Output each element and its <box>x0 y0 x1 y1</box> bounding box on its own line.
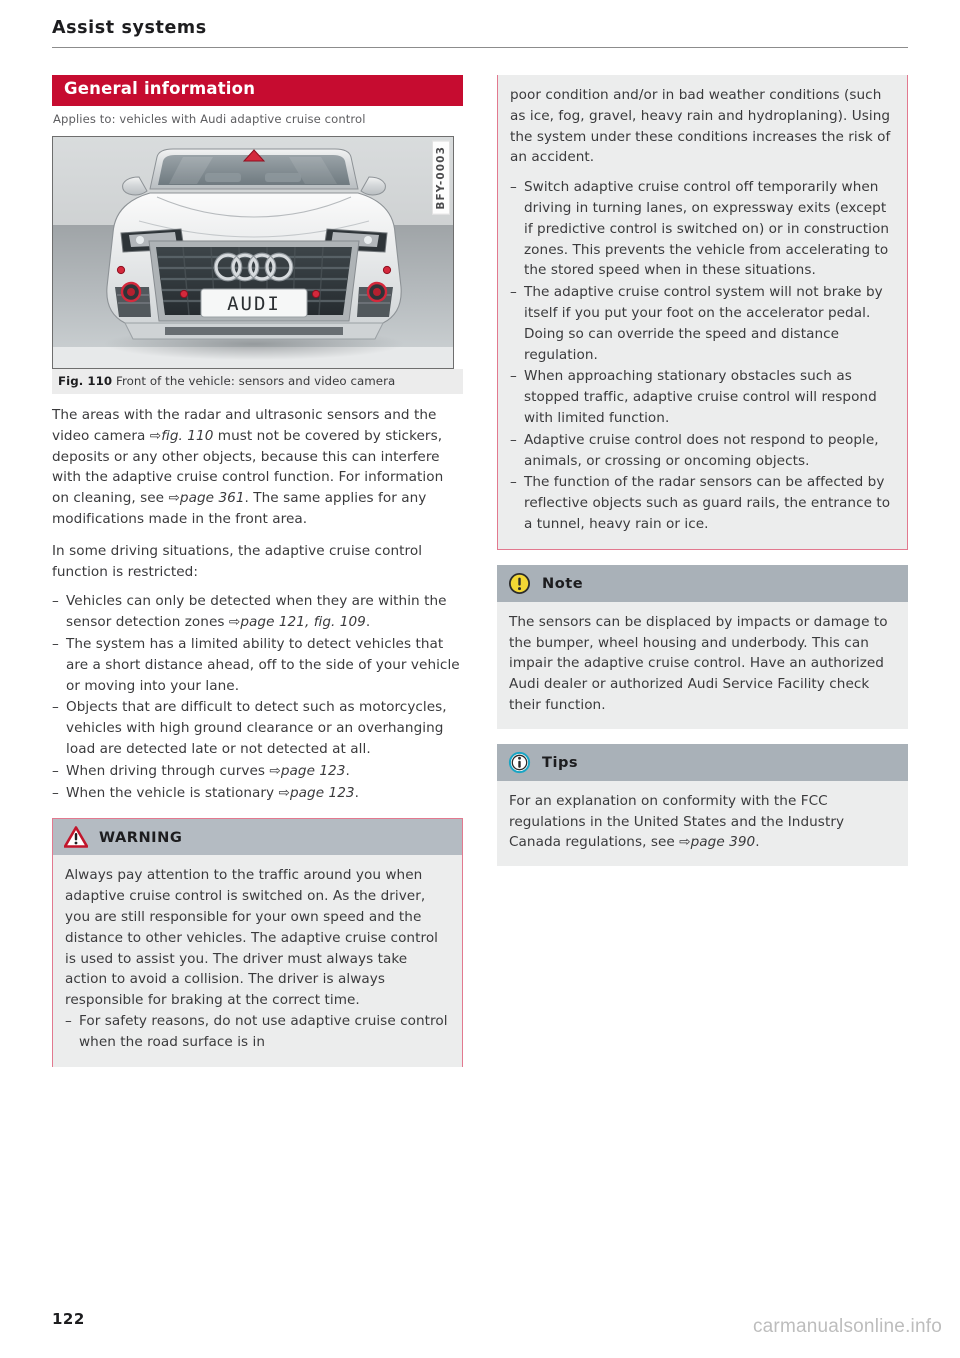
warning-box <box>52 818 463 1067</box>
running-title: Assist systems <box>52 18 207 38</box>
figure-caption <box>52 369 463 394</box>
figure-110 <box>52 136 463 394</box>
bullet-2-text: Objects that are difficult to detect such as motorcycles, vehicles with high ground clearance or an overhanging load are detected late or not detected at all. <box>66 699 447 757</box>
note-paragraph: The sensors can be displaced by impacts or damage to the bumper, wheel housing and underbody. This can impair the adaptive cruise control. Have an authorized Audi dealer or authorized Audi Service Facility check their function. <box>509 613 888 713</box>
tips-box-body <box>497 781 908 866</box>
list-item <box>52 591 463 633</box>
tips-reference-page390[interactable]: page 390 <box>690 834 756 851</box>
bullet-4-reference[interactable]: page 123 <box>289 784 355 801</box>
warning-continued-paragraph: poor condition and/or in bad weather conditions (such as ice, fog, gravel, heavy rain and hydroplaning). Using the system under these conditions increases the risk of an accident. <box>510 87 891 166</box>
bullet-0-text-a: Vehicles can only be detected when they are within the sensor detection zones <box>66 593 447 631</box>
list-item: – For safety reasons, do not use adaptive cruise control when the road surface is in <box>65 1011 450 1053</box>
warning-box-title: WARNING <box>99 828 183 846</box>
page-number: 122 <box>52 1310 85 1328</box>
bullet-4-text-a: When the vehicle is stationary <box>66 784 279 801</box>
cross-reference-arrow-icon: ⇨ <box>168 490 180 507</box>
list-item: – Switch adaptive cruise control off temporarily when driving in turning lanes, on expressway exits (except if predictive control is switched on) or in construction zones. This prevents the vehicle from accelerating to the stored speed when in these situations. <box>510 177 895 281</box>
warning-continued-bullets <box>510 177 895 535</box>
para1-part-c: . The same applies for any modifications made in the front area. <box>52 490 427 527</box>
list-item <box>52 761 463 782</box>
cross-reference-arrow-icon: ⇨ <box>228 614 241 631</box>
audi-front-view-illustration <box>53 137 454 369</box>
tips-box-title: Tips <box>542 753 579 771</box>
note-box <box>497 565 908 729</box>
exclamation-circle-icon <box>508 572 531 595</box>
page-header <box>52 18 908 48</box>
bullet-0-text-b: . <box>365 614 371 631</box>
section-heading: General information <box>52 75 463 106</box>
applies-to-note: Applies to: vehicles with Audi adaptive cruise control <box>53 111 366 126</box>
para1-part-b: must not be covered by stickers, deposits or any other objects, because this can interfere with the adaptive cruise control function. For information on cleaning, see <box>52 427 444 507</box>
warning-box-header <box>53 819 462 855</box>
warning-paragraph: Always pay attention to the traffic around you when adaptive cruise control is switched on. As the driver, you are still responsible for your own speed and the distance to other vehicles. The adaptive cruise control is used to assist you. The driver must always take action to avoid a collision. The driver is always responsible for braking at the correct time. <box>65 867 439 1009</box>
bullet-0-reference[interactable]: page 121, fig. 109 <box>240 614 366 631</box>
para1-part-a: The areas with the radar and ultrasonic sensors and the video camera <box>52 406 437 444</box>
tips-text-b: . <box>755 834 760 851</box>
tips-box <box>497 744 908 866</box>
warning-box-continued <box>497 75 908 550</box>
bullet-3-text-a: When driving through curves <box>66 762 270 779</box>
list-item: – Adaptive cruise control does not respond to people, animals, or crossing or oncoming objects. <box>510 430 895 472</box>
warning-bullets <box>65 1011 450 1053</box>
list-item: – The adaptive cruise control system will not brake by itself if you put your foot on the accelerator pedal. Doing so can override the speed and distance regulation. <box>510 282 895 365</box>
info-circle-icon <box>508 751 531 774</box>
paragraph-sensor-areas <box>52 405 463 530</box>
tips-paragraph <box>509 791 896 853</box>
bullet-4-text-b: . <box>354 784 359 801</box>
note-box-header <box>497 565 908 602</box>
cross-reference-arrow-icon: ⇨ <box>149 427 162 444</box>
license-plate-text: AUDI <box>227 292 281 315</box>
figure-code-label: BFY-0003 <box>432 141 450 215</box>
figure-image-frame <box>52 136 454 369</box>
warning-box-body <box>53 855 462 1067</box>
figure-caption-label: Fig. 110 <box>58 373 113 388</box>
restrictions-list <box>52 591 463 803</box>
note-box-body <box>497 602 908 729</box>
tips-box-header <box>497 744 908 781</box>
list-item: – When approaching stationary obstacles such as stopped traffic, adaptive cruise control will respond with limited function. <box>510 366 895 428</box>
list-item <box>52 697 463 759</box>
left-column <box>52 75 463 1067</box>
site-watermark: carmanualsonline.info <box>752 1316 942 1337</box>
header-divider <box>52 47 908 48</box>
note-box-title: Note <box>542 574 584 592</box>
para1-reference-page361[interactable]: page 361 <box>179 490 245 507</box>
list-item <box>52 783 463 804</box>
right-column <box>497 75 908 1067</box>
cross-reference-arrow-icon: ⇨ <box>269 762 281 779</box>
page-columns <box>52 75 908 1067</box>
list-item <box>52 634 463 696</box>
tips-text-a: For an explanation on conformity with the FCC regulations in the United States and the Industry Canada regulations, see <box>509 792 845 851</box>
cross-reference-arrow-icon: ⇨ <box>278 784 290 801</box>
bullet-3-reference[interactable]: page 123 <box>280 762 346 779</box>
warning-triangle-icon <box>64 826 88 848</box>
bullet-1-text: The system has a limited ability to detect vehicles that are a short distance ahead, off to the side of your vehicle or moving into your lane. <box>66 635 460 694</box>
list-item: – The function of the radar sensors can be affected by reflective objects such as guard rails, the entrance to a tunnel, heavy rain or ice. <box>510 472 895 534</box>
paragraph-restrictions-intro: In some driving situations, the adaptive cruise control function is restricted: <box>52 542 423 580</box>
para1-reference-fig110[interactable]: fig. 110 <box>161 427 214 444</box>
figure-caption-text: Front of the vehicle: sensors and video camera <box>115 373 396 388</box>
bullet-3-text-b: . <box>345 762 350 779</box>
cross-reference-arrow-icon: ⇨ <box>679 834 691 851</box>
